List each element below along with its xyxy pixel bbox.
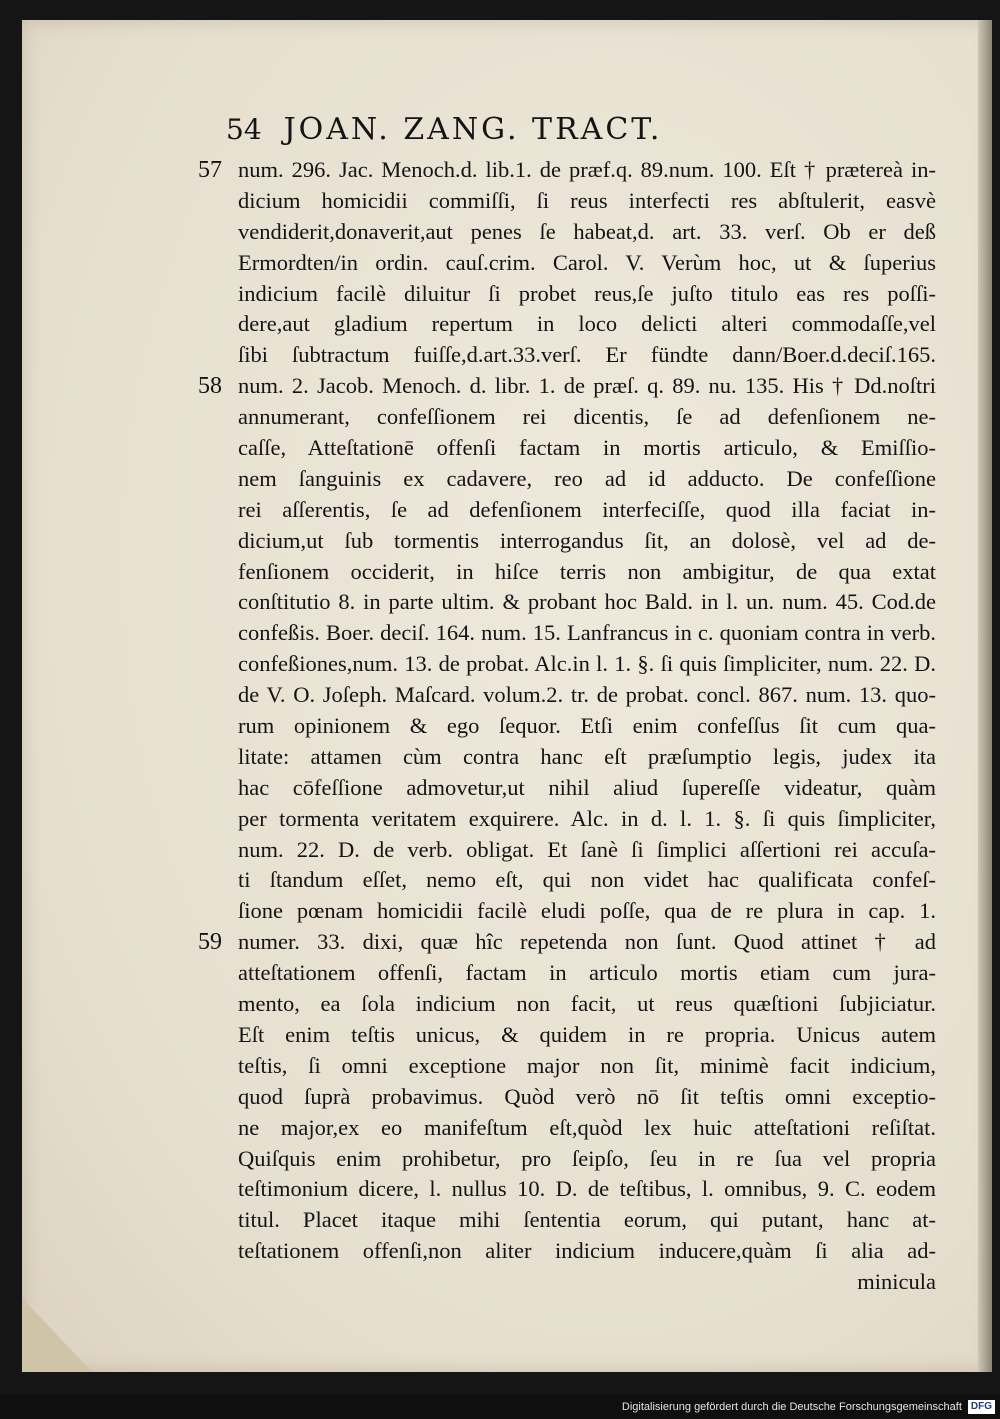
text-line: hac cōfeſſione admovetur,ut nihil aliud ſupereſſe videatur, quàm: [238, 774, 936, 800]
text-line: de V. O. Joſeph. Maſcard. volum.2. tr. de probat. concl. 867. num. 13. quo-: [238, 682, 936, 708]
footer-text: Digitalisierung gefördert durch die Deutsche Forschungsgemeinschaft: [621, 1401, 962, 1413]
running-head: JOAN. ZANG. TRACT.: [283, 112, 663, 147]
text-line: litate: attamen cùm contra hanc eſt præſumptio legis, judex ita: [238, 743, 936, 769]
margin-number: 57: [198, 157, 222, 183]
text-line: teſtimonium dicere, l. nullus 10. D. de teſtibus, l. omnibus, 9. C. eodem: [238, 1176, 936, 1202]
text-line: confeßiones,num. 13. de probat. Alc.in l. 1. §. ſi quis ſimpliciter, num. 22. D.: [238, 651, 936, 677]
text-line: confeßis. Boer. deciſ. 164. num. 15. Lanfrancus in c. quoniam contra in verb.: [238, 620, 936, 646]
text-line: Quiſquis enim prohibetur, pro ſeipſo, ſeu in re ſua vel propria: [238, 1145, 936, 1171]
text-line: minicula: [857, 1269, 936, 1295]
margin-number: 58: [198, 373, 222, 399]
text-line: conſtitutio 8. in parte ultim. & probant hoc Bald. in l. un. num. 45. Cod.de: [238, 589, 936, 615]
text-line: rum opinionem & ego ſequor. Etſi enim confeſſus ſit cum qua-: [238, 713, 936, 739]
text-line: teſtis, ſi omni exceptione major non ſit, minimè facit indicium,: [238, 1052, 936, 1078]
text-line: dicium homicidii commiſſi, ſi reus interfecti res abſtulerit, easvè: [238, 187, 936, 213]
text-line: ti ſtandum eſſet, nemo eſt, qui non videt hac qualificata confeſ-: [238, 867, 936, 893]
text-line: atteſtationem offenſi, factam in articulo mortis etiam cum jura-: [238, 960, 936, 986]
text-line: numer. 33. dixi, quæ hîc repetenda non ſunt. Quod attinet † ad: [238, 929, 936, 955]
text-line: Eſt enim teſtis unicus, & quidem in re propria. Unicus autem: [238, 1021, 936, 1047]
text-line: nem ſanguinis ex cadavere, reo ad id adducto. De confeſſione: [238, 465, 936, 491]
text-line: num. 296. Jac. Menoch.d. lib.1. de præf.q. 89.num. 100. Eſt † prætereà in-: [238, 157, 936, 182]
text-line: dere,aut gladium repertum in loco delicti alteri commodaſſe,vel: [238, 311, 936, 337]
text-line: vendiderit,donaverit,aut penes ſe habeat,d. art. 33. verſ. Ob er deß: [238, 218, 936, 244]
text-line: dicium,ut ſub tormentis interrogandus ſit, an dolosè, vel ad de-: [238, 527, 936, 553]
text-line: Ermordten/in ordin. cauſ.crim. Carol. V. Verùm hoc, ut & ſuperius: [238, 249, 936, 275]
text-line: ſibi ſubtractum fuiſſe,d.art.33.verſ. Er fündte dann/Boer.d.deciſ.165.: [238, 342, 936, 368]
text-line: fenſionem occiderit, in hiſce terris non ambigitur, de qua extat: [238, 558, 936, 584]
text-line: quod ſuprà probavimus. Quòd verò nō ſit teſtis omni exceptio-: [238, 1083, 936, 1109]
text-line: ne major,ex eo manifeſtum eſt,quòd lex huic atteſtationi reſiſtat.: [238, 1114, 936, 1140]
page-gutter: [978, 20, 992, 1372]
text-line: per tormenta veritatem exquirere. Alc. in d. l. 1. §. ſi quis ſimpliciter,: [238, 805, 936, 831]
text-line: titul. Placet itaque mihi ſententia eorum, qui putant, hanc at-: [238, 1207, 936, 1233]
text-line: num. 22. D. de verb. obligat. Et ſanè ſi ſimplici aſſertioni rei accuſa-: [238, 836, 936, 862]
text-line: ſione pœnam homicidii facilè eludi poſſe, qua de re plura in cap. 1.: [238, 898, 936, 924]
footer-credit: [0, 1398, 995, 1416]
text-line: teſtationem offenſi,non aliter indicium inducere,quàm ſi alia ad-: [238, 1238, 936, 1264]
dfg-logo: DFG: [968, 1400, 995, 1414]
margin-number: 59: [198, 929, 222, 955]
body-text: [238, 155, 936, 1298]
text-line: indicium facilè diluitur ſi probet reus,ſe juſto titulo eas res poſſi-: [238, 280, 936, 306]
text-line: mento, ea ſola indicium non facit, ut reus quæſtioni ſubjiciatur.: [238, 991, 936, 1017]
text-line: annumerant, confeſſionem rei dicentis, ſe ad defenſionem ne-: [238, 404, 936, 430]
text-line: caſſe, Atteſtationē offenſi factam in mortis articulo, & Emiſſio-: [238, 435, 936, 461]
text-line: num. 2. Jacob. Menoch. d. libr. 1. de præſ. q. 89. nu. 135. His † Dd.noſtri: [238, 373, 936, 399]
folded-corner: [22, 1298, 92, 1372]
page-number: 54: [226, 113, 262, 146]
text-line: rei aſſerentis, ſe ad defenſionem interfeciſſe, quod illa faciat in-: [238, 496, 936, 522]
